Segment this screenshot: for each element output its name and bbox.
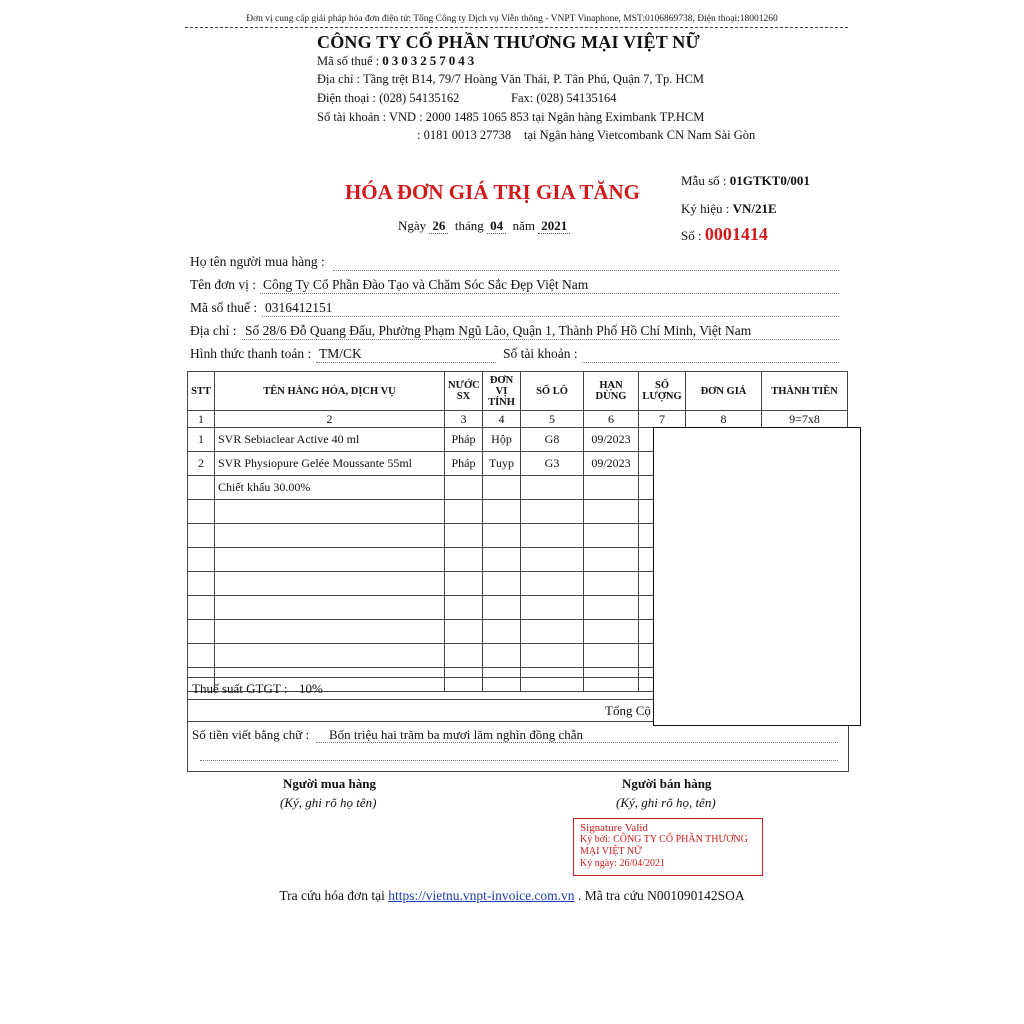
lookup-suffix: . Mã tra cứu N001090142SOA bbox=[577, 888, 745, 903]
payment-dots bbox=[316, 362, 496, 363]
buyer-address-dots bbox=[242, 339, 839, 340]
lookup-link[interactable]: https://vietnu.vnpt-invoice.com.vn bbox=[388, 888, 575, 903]
redaction-box bbox=[653, 427, 861, 726]
buyer-name-dots bbox=[333, 270, 839, 271]
seller-name: CÔNG TY CỔ PHẦN THƯƠNG MẠI VIỆT NỮ bbox=[317, 32, 700, 52]
seller-phone: Điện thoại : (028) 54135162 bbox=[317, 91, 460, 105]
buyer-sign-sub: (Ký, ghi rõ họ tên) bbox=[280, 795, 377, 810]
seller-tax-label: Mã số thuế : bbox=[317, 54, 380, 68]
form-label: Mẫu số : bbox=[681, 173, 727, 188]
row-country: Pháp bbox=[445, 452, 483, 476]
buyer-tax-dots bbox=[262, 316, 839, 317]
number-label: Số : bbox=[681, 228, 702, 243]
year-value: 2021 bbox=[538, 218, 570, 234]
col-num: 1 bbox=[188, 411, 215, 428]
col-num: 6 bbox=[584, 411, 639, 428]
provider-line: Đơn vị cung cấp giải pháp hóa đơn điện tử: Tổng Công ty Dịch vụ Viễn thông - VNPT Vinaphone, MST:0106869738, Điện thoại:18001260 bbox=[246, 14, 778, 24]
header-country: NƯỚC SX bbox=[445, 372, 483, 411]
row-country: Pháp bbox=[445, 428, 483, 452]
number-line bbox=[681, 224, 768, 245]
vat-label: Thuế suất GTGT : bbox=[192, 681, 288, 696]
words-value: Bốn triệu hai trăm ba mươi lăm nghìn đồng chẵn bbox=[329, 727, 584, 742]
buyer-tax-label: Mã số thuế : bbox=[190, 300, 258, 315]
digital-signature-stamp bbox=[573, 818, 763, 876]
words-dots-2 bbox=[200, 760, 838, 761]
row-country bbox=[445, 476, 483, 500]
row-lot: G3 bbox=[521, 452, 584, 476]
row-expiry bbox=[584, 476, 639, 500]
signed-by-1: Ký bởi: CÔNG TY CỔ PHẦN THƯƠNG bbox=[580, 834, 748, 845]
row-expiry: 09/2023 bbox=[584, 428, 639, 452]
seller-address: Địa chỉ : Tầng trệt B14, 79/7 Hoàng Văn Thái, P. Tân Phú, Quận 7, Tp. HCM bbox=[317, 72, 705, 86]
header-divider bbox=[185, 27, 848, 28]
buyer-account-label: Số tài khoản : bbox=[503, 346, 578, 361]
invoice-number: 0001414 bbox=[704, 224, 768, 244]
table-header-row bbox=[188, 372, 848, 411]
header-lot: SỐ LÔ bbox=[521, 372, 584, 411]
signature-valid: Signature Valid bbox=[580, 822, 648, 834]
day-label: Ngày bbox=[398, 218, 427, 233]
amount-in-words bbox=[187, 721, 849, 772]
header-expiry: HẠN DÙNG bbox=[584, 372, 639, 411]
row-name: SVR Physiopure Gelée Moussante 55ml bbox=[215, 452, 445, 476]
buyer-unit-dots bbox=[260, 293, 839, 294]
payment-value: TM/CK bbox=[319, 346, 362, 361]
symbol-label: Ký hiệu : bbox=[681, 201, 730, 216]
row-unit: Tuyp bbox=[483, 452, 521, 476]
seller-tax-code: 0303257043 bbox=[382, 53, 478, 68]
header-stt: STT bbox=[188, 372, 215, 411]
lookup-line bbox=[0, 888, 1024, 904]
seller-sign-sub: (Ký, ghi rõ họ, tên) bbox=[616, 795, 716, 810]
row-name: Chiết khấu 30.00% bbox=[215, 476, 445, 500]
row-stt: 1 bbox=[188, 428, 215, 452]
col-num: 5 bbox=[521, 411, 584, 428]
row-lot bbox=[521, 476, 584, 500]
symbol-value: VN/21E bbox=[732, 201, 777, 216]
row-lot: G8 bbox=[521, 428, 584, 452]
row-stt bbox=[188, 476, 215, 500]
buyer-name-label: Họ tên người mua hàng : bbox=[190, 254, 325, 269]
symbol-line bbox=[681, 201, 777, 217]
col-num: 2 bbox=[215, 411, 445, 428]
buyer-address: Số 28/6 Đỗ Quang Đẩu, Phường Phạm Ngũ Lão, Quận 1, Thành Phố Hồ Chí Minh, Việt Nam bbox=[245, 323, 752, 338]
row-unit bbox=[483, 476, 521, 500]
seller-tax-line bbox=[317, 53, 477, 69]
day-value: 26 bbox=[429, 218, 448, 234]
signed-date: Ký ngày: 26/04/2021 bbox=[580, 858, 665, 869]
col-num: 8 bbox=[686, 411, 762, 428]
col-num: 7 bbox=[639, 411, 686, 428]
header-unit-price: ĐƠN GIÁ bbox=[686, 372, 762, 411]
lookup-prefix: Tra cứu hóa đơn tại bbox=[279, 888, 385, 903]
col-num: 4 bbox=[483, 411, 521, 428]
buyer-tax-code: 0316412151 bbox=[265, 300, 333, 315]
row-unit: Hộp bbox=[483, 428, 521, 452]
row-name: SVR Sebiaclear Active 40 ml bbox=[215, 428, 445, 452]
header-quantity: SỐ LƯỢNG bbox=[639, 372, 686, 411]
header-name: TÊN HÀNG HÓA, DỊCH VỤ bbox=[215, 372, 445, 411]
row-expiry: 09/2023 bbox=[584, 452, 639, 476]
buyer-address-label: Địa chỉ : bbox=[190, 323, 237, 338]
column-number-row bbox=[188, 411, 848, 428]
buyer-sign-title: Người mua hàng bbox=[283, 776, 377, 791]
month-label: tháng bbox=[454, 218, 484, 233]
signed-by-2: MẠI VIỆT NỮ bbox=[580, 846, 642, 857]
row-stt: 2 bbox=[188, 452, 215, 476]
seller-account-2-bank: tại Ngân hàng Vietcombank CN Nam Sài Gòn bbox=[524, 128, 756, 142]
words-label: Số tiền viết bằng chữ : bbox=[192, 727, 310, 742]
seller-fax: Fax: (028) 54135164 bbox=[511, 91, 617, 105]
invoice-title: HÓA ĐƠN GIÁ TRỊ GIA TĂNG bbox=[344, 180, 641, 204]
month-value: 04 bbox=[487, 218, 506, 234]
header-amount: THÀNH TIỀN bbox=[762, 372, 848, 411]
seller-account-1: Số tài khoản : VND : 2000 1485 1065 853 tại Ngân hàng Eximbank TP.HCM bbox=[317, 110, 705, 124]
seller-sign-title: Người bán hàng bbox=[622, 776, 712, 791]
total-label: Tổng Cộ bbox=[605, 703, 651, 718]
col-num: 9=7x8 bbox=[762, 411, 848, 428]
seller-account-2-number: : 0181 0013 27738 bbox=[417, 128, 512, 142]
form-value: 01GTKT0/001 bbox=[729, 173, 810, 188]
words-dots-1 bbox=[316, 742, 838, 743]
col-num: 3 bbox=[445, 411, 483, 428]
buyer-unit: Công Ty Cổ Phần Đào Tạo và Chăm Sóc Sắc Đẹp Việt Nam bbox=[263, 277, 589, 292]
form-line bbox=[681, 173, 810, 189]
header-unit: ĐƠN VỊ TÍNH bbox=[483, 372, 521, 411]
payment-label: Hình thức thanh toán : bbox=[190, 346, 312, 361]
buyer-unit-label: Tên đơn vị : bbox=[190, 277, 257, 292]
buyer-account-dots bbox=[582, 362, 839, 363]
invoice-date bbox=[398, 218, 570, 234]
year-label: năm bbox=[512, 218, 535, 233]
vat-rate: 10% bbox=[299, 681, 323, 696]
